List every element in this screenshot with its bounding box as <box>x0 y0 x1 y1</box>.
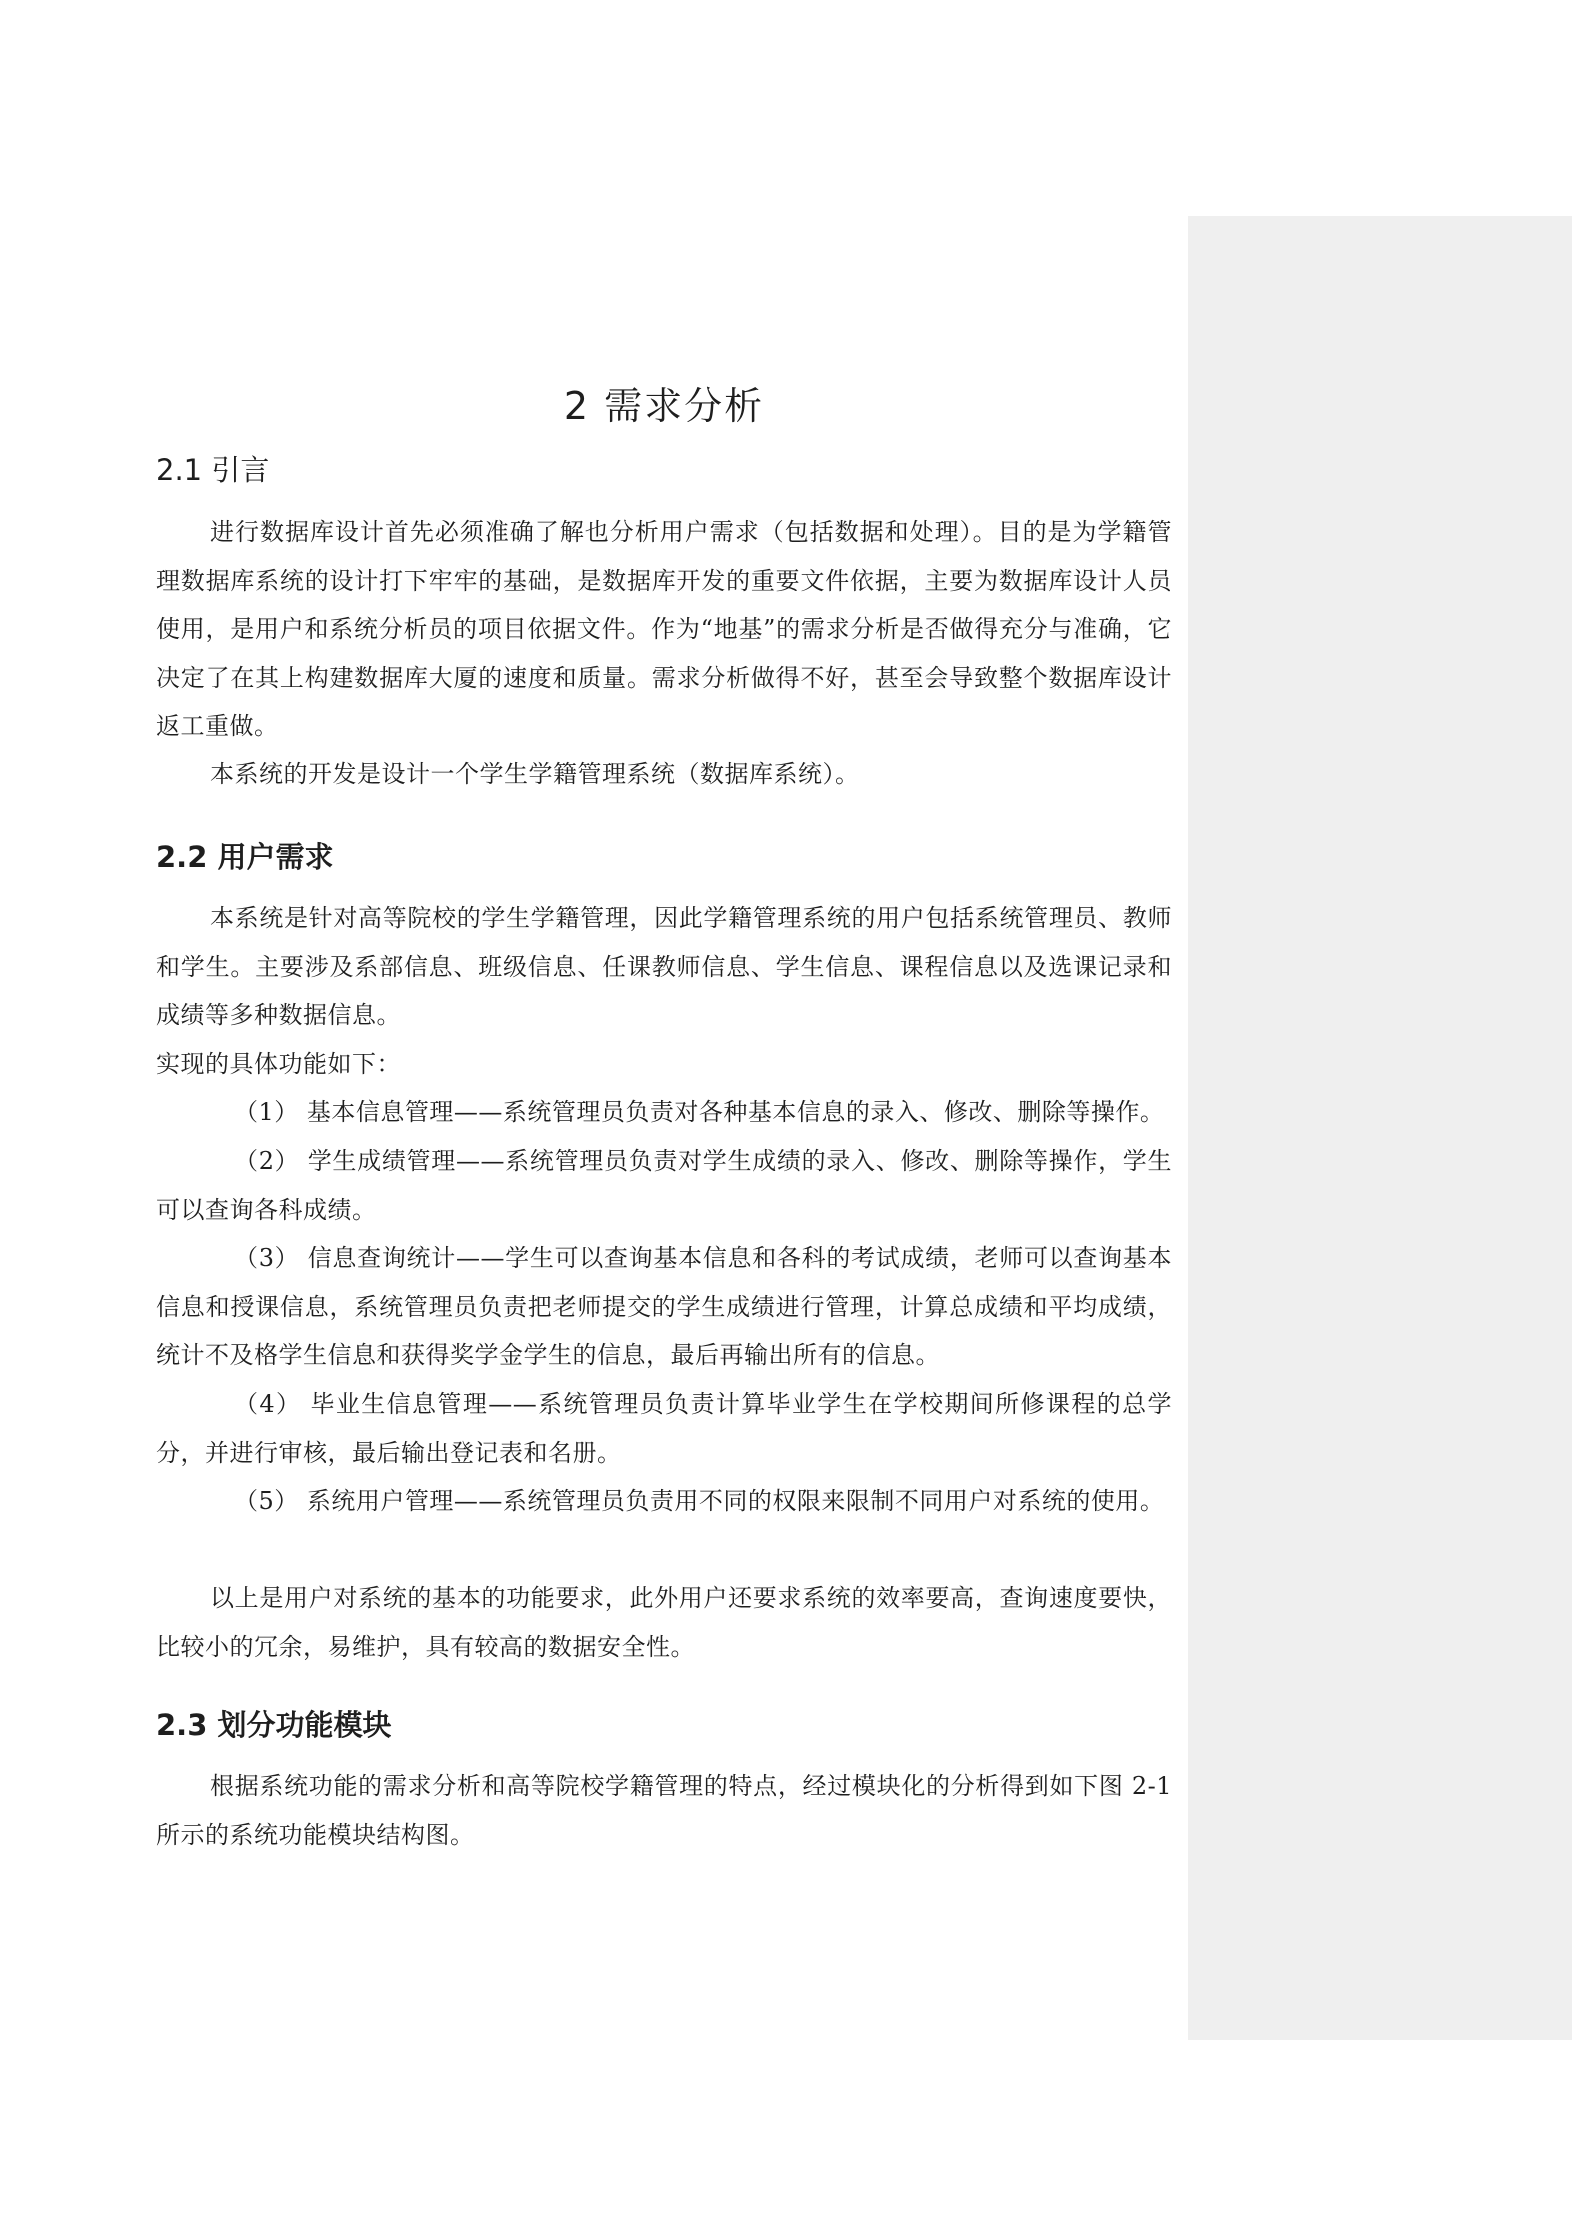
list-item: （2） 学生成绩管理——系统管理员负责对学生成绩的录入、修改、删除等操作，学生可以查询各科成绩。 <box>156 1147 1172 1224</box>
list-item: （4） 毕业生信息管理——系统管理员负责计算毕业学生在学校期间所修课程的总学分，并进行审核，最后输出登记表和名册。 <box>156 1390 1172 1467</box>
list-item: （3） 信息查询统计——学生可以查询基本信息和各科的考试成绩，老师可以查询基本信息和授课信息，系统管理员负责把老师提交的学生成绩进行管理，计算总成绩和平均成绩，统计不及格学生信息和获得奖学金学生的信息，最后再输出所有的信息。 <box>156 1244 1172 1369</box>
list-item: （1） 基本信息管理——系统管理员负责对各种基本信息的录入、修改、删除等操作。 <box>234 1098 1165 1126</box>
paragraph-module-division: 根据系统功能的需求分析和高等院校学籍管理的特点，经过模块化的分析得到如下图 2-1 所示的系统功能模块结构图。 <box>156 1772 1172 1849</box>
paragraph-user-requirements: 本系统是针对高等院校的学生学籍管理，因此学籍管理系统的用户包括系统管理员、教师和学生。主要涉及系部信息、班级信息、任课教师信息、学生信息、课程信息以及选课记录和成绩等多种数据信息。 <box>156 904 1172 1029</box>
chapter-title: 2 需求分析 <box>563 384 765 428</box>
section-heading-2-2: 2.2 用户需求 <box>156 840 334 874</box>
comment-margin-panel <box>1188 216 1572 2040</box>
paragraph-closing: 以上是用户对系统的基本的功能要求，此外用户还要求系统的效率要高，查询速度要快，比较小的冗余，易维护，具有较高的数据安全性。 <box>156 1584 1172 1661</box>
paragraph-intro-purpose: 进行数据库设计首先必须准确了解也分析用户需求（包括数据和处理）。目的是为学籍管理数据库系统的设计打下牢牢的基础，是数据库开发的重要文件依据，主要为数据库设计人员使用，是用户和系统分析员的项目依据文件。作为“地基”的需求分析是否做得充分与准确，它决定了在其上构建数据库大厦的速度和质量。需求分析做得不好，甚至会导致整个数据库设计返工重做。 <box>156 518 1172 740</box>
paragraph-functions-lead: 实现的具体功能如下： <box>156 1050 401 1078</box>
section-heading-2-1: 2.1 引言 <box>156 453 270 487</box>
list-item: （5） 系统用户管理——系统管理员负责用不同的权限来限制不同用户对系统的使用。 <box>234 1487 1165 1515</box>
paragraph-system-goal: 本系统的开发是设计一个学生学籍管理系统（数据库系统）。 <box>210 760 860 788</box>
section-heading-2-3: 2.3 划分功能模块 <box>156 1708 392 1742</box>
